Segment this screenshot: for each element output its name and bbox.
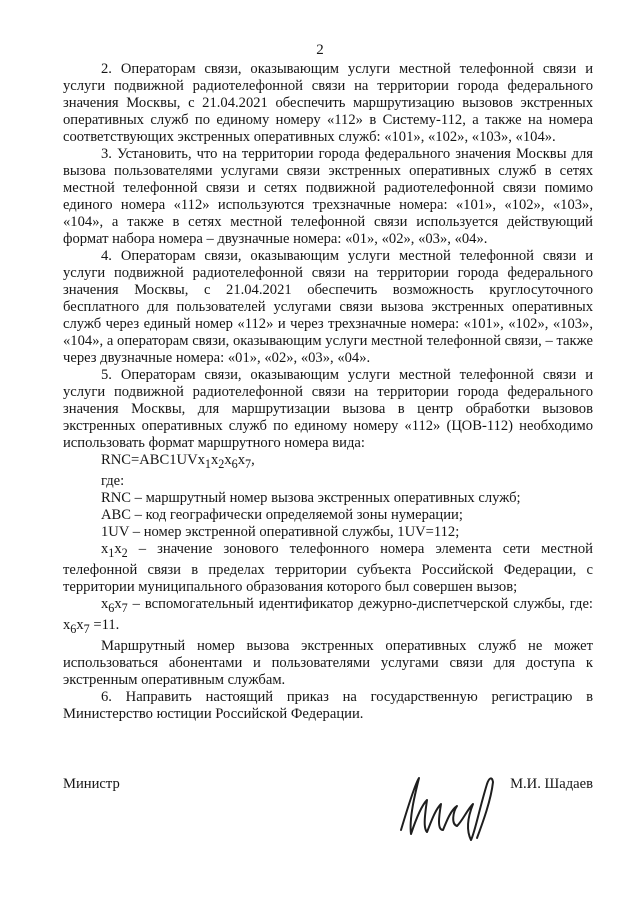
where-label: где:	[101, 472, 125, 489]
paragraph-3: 3. Установить, что на территории города федерального значения Москвы для вызова пользователями услугами связи экстренных оперативных служб в сетях местной телефонной связи и сетях подвижной радиотелефонной связи помимо единого номера «112» используются трехзначные номера: «101», «102», «103», «104», а также в сетях местной телефонной связи используется действующий формат набора номера – двузначные номера: «01», «02», «03», «04».	[63, 146, 593, 247]
signer-title: Министр	[63, 776, 120, 792]
signature-block	[63, 770, 593, 850]
routing-number-note: Маршрутный номер вызова экстренных оперативных служб не может использоваться абонентами и пользователями услугами связи для доступа к экстренным оперативным службам.	[63, 637, 593, 688]
definition-abc: ABC – код географически определяемой зоны нумерации;	[101, 506, 463, 523]
paragraph-6: 6. Направить настоящий приказ на государственную регистрацию в Министерство юстиции Российской Федерации.	[63, 688, 593, 722]
definition-x1x2: $x_1x_2$ – значение зонового телефонного номера элемента сети местной телефонной связи в пределах территории субъекта Российской Федерации, с территории муниципального образования которого был совершен вызов;	[63, 540, 593, 595]
page-number: 2	[316, 42, 324, 58]
definition-1uv: 1UV – номер экстренной оперативной службы, 1UV=112;	[101, 523, 460, 540]
paragraph-4: 4. Операторам связи, оказывающим услуги местной телефонной связи и услуги подвижной радиотелефонной связи на территории города федерального значения Москвы, с 21.04.2021 обеспечить возможность круглосуточного бесплатного для пользователей услугами связи вызова экстренных оперативных служб через единый номер «112» и через трехзначные номера: «101», «102», «103», «104», а операторам связи, оказывающим услуги местной телефонной связи, – также через двузначные номера: «01», «02», «03», «04».	[63, 248, 593, 366]
paragraph-2: 2. Операторам связи, оказывающим услуги местной телефонной связи и услуги подвижной радиотелефонной связи на территории города федерального значения Москвы, с 21.04.2021 обеспечить маршрутизацию вызовов экстренных оперативных служб по единому номеру «112» в Систему-112, а также на номера соответствующих экстренных оперативных служб: «101», «102», «103», «104».	[63, 61, 593, 145]
paragraph-5: 5. Операторам связи, оказывающим услуги местной телефонной связи и услуги подвижной радиотелефонной связи на территории города федерального значения Москвы, для маршрутизации вызова в центр обработки вызовов экстренных оперативных служб по единому номеру «112» (ЦОВ-112) необходимо использовать формат маршрутного номера вида:	[63, 367, 593, 451]
definition-rnc: RNC – маршрутный номер вызова экстренных оперативных служб;	[101, 489, 521, 506]
definition-x6x7: $x_6x_7$ – вспомогательный идентификатор дежурно-диспетчерской службы, где: $x_6x_7 =11$.	[63, 595, 593, 636]
routing-number-formula: $RNC=ABC1UVx_1x_2x_6x_7$,	[101, 452, 255, 471]
document-body	[63, 61, 593, 723]
signer-name: М.И. Шадаев	[510, 776, 593, 792]
handwritten-signature	[393, 770, 503, 850]
